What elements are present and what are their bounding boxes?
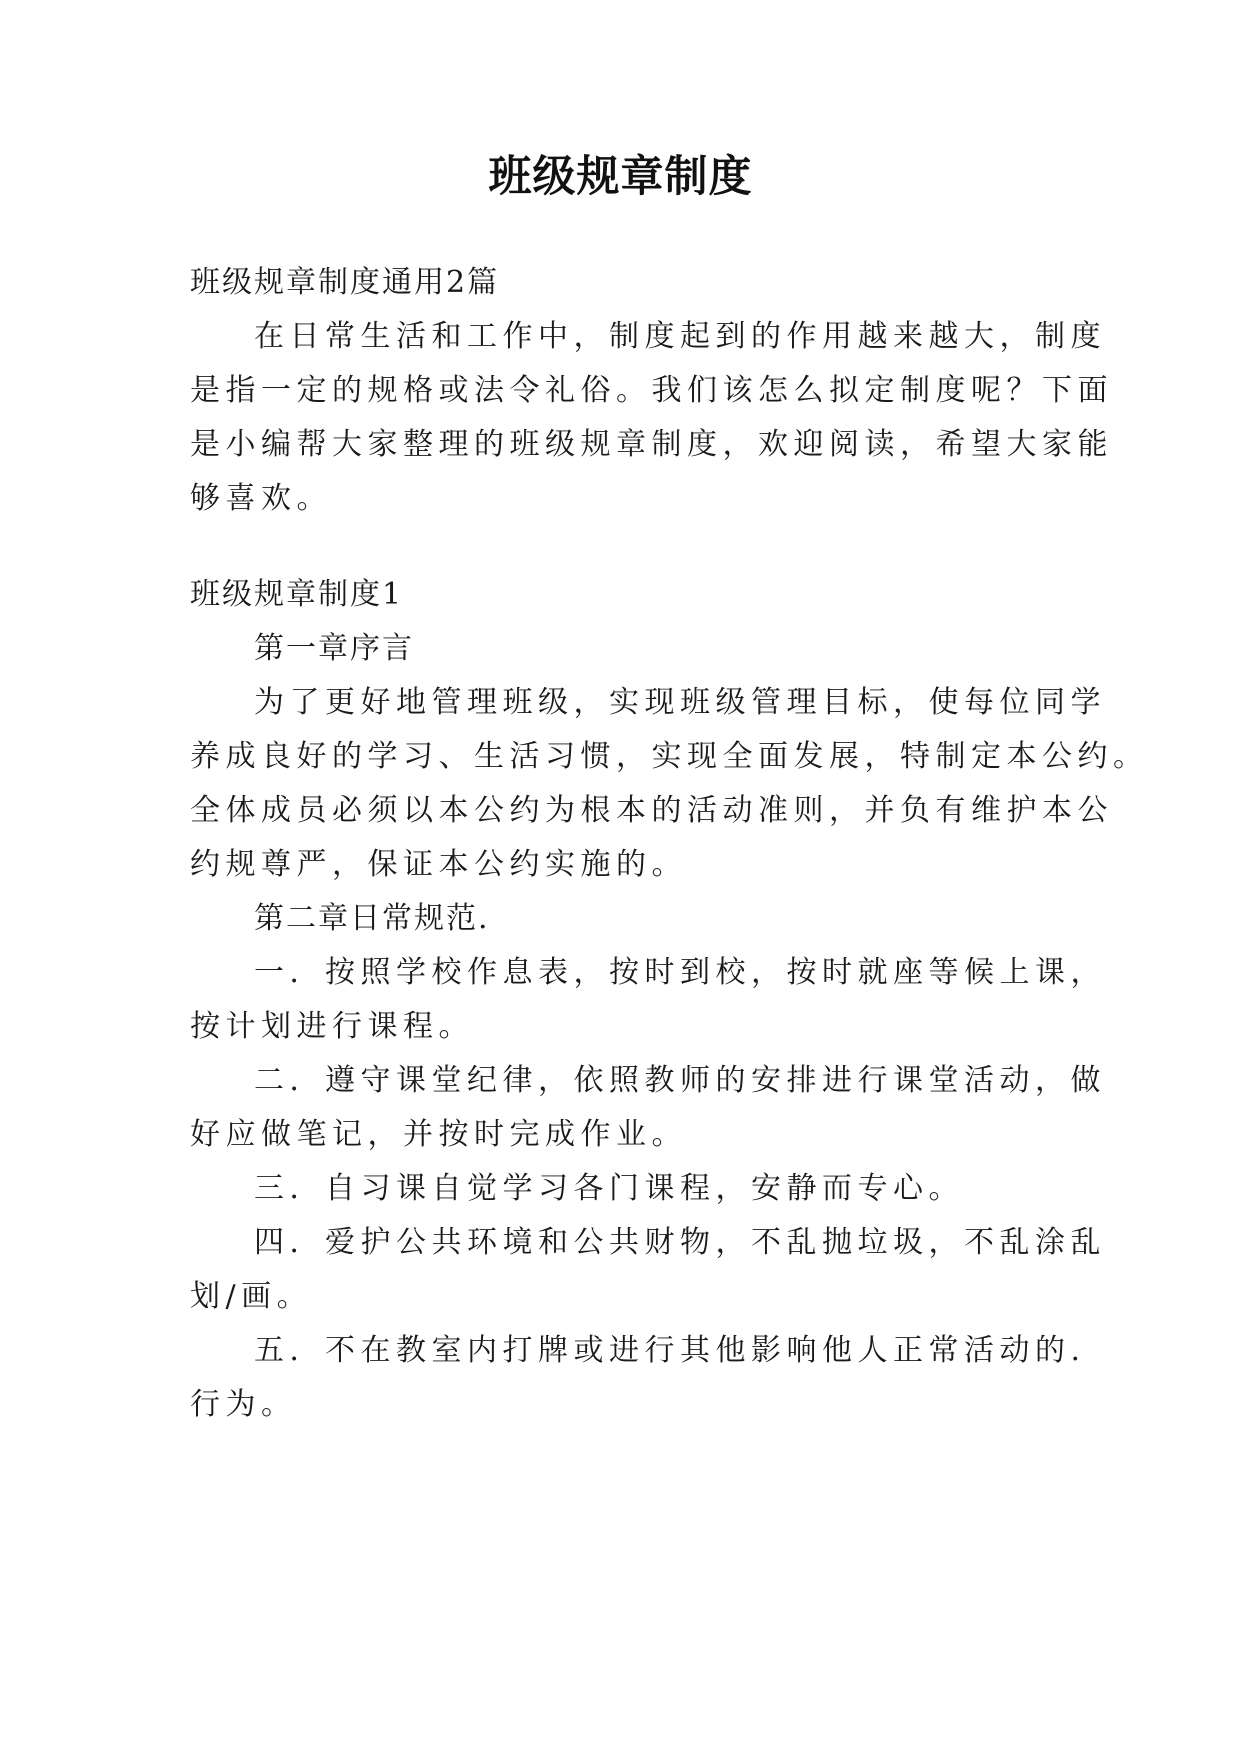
intro-line: 是小编帮大家整理的班级规章制度，欢迎阅读，希望大家能 (190, 427, 1113, 462)
intro-line: 是指一定的规格或法令礼俗。我们该怎么拟定制度呢？下面 (190, 373, 1113, 408)
rule-line: 好应做笔记，并按时完成作业。 (190, 1117, 687, 1152)
rule-line: 划/画。 (190, 1279, 313, 1314)
rule-line: 四．爱护公共环境和公共财物，不乱抛垃圾，不乱涂乱 (254, 1225, 1106, 1260)
preface-line: 养成良好的学习、生活习惯，实现全面发展，特制定本公约。 (190, 739, 1149, 774)
preface-line: 约规尊严，保证本公约实施的。 (190, 847, 687, 882)
preface-line: 为了更好地管理班级，实现班级管理目标，使每位同学 (254, 685, 1106, 720)
intro-line: 够喜欢。 (190, 481, 332, 516)
rule-line: 按计划进行课程。 (190, 1009, 474, 1044)
rule-line: 二．遵守课堂纪律，依照教师的安排进行课堂活动，做 (254, 1063, 1106, 1098)
rule-line: 五．不在教室内打牌或进行其他影响他人正常活动的. (254, 1333, 1086, 1368)
chapter-heading: 第一章序言 (254, 631, 414, 666)
document-subtitle: 班级规章制度通用2篇 (190, 265, 500, 300)
intro-line: 在日常生活和工作中，制度起到的作用越来越大，制度 (254, 319, 1106, 354)
rule-line: 行为。 (190, 1387, 297, 1422)
rule-line: 三．自习课自觉学习各门课程，安静而专心。 (254, 1171, 964, 1206)
section-heading: 班级规章制度1 (190, 577, 404, 612)
document-title: 班级规章制度 (488, 152, 753, 202)
chapter-heading: 第二章日常规范. (254, 901, 490, 936)
preface-line: 全体成员必须以本公约为根本的活动准则，并负有维护本公 (190, 793, 1113, 828)
rule-line: 一．按照学校作息表，按时到校，按时就座等候上课， (254, 955, 1106, 990)
